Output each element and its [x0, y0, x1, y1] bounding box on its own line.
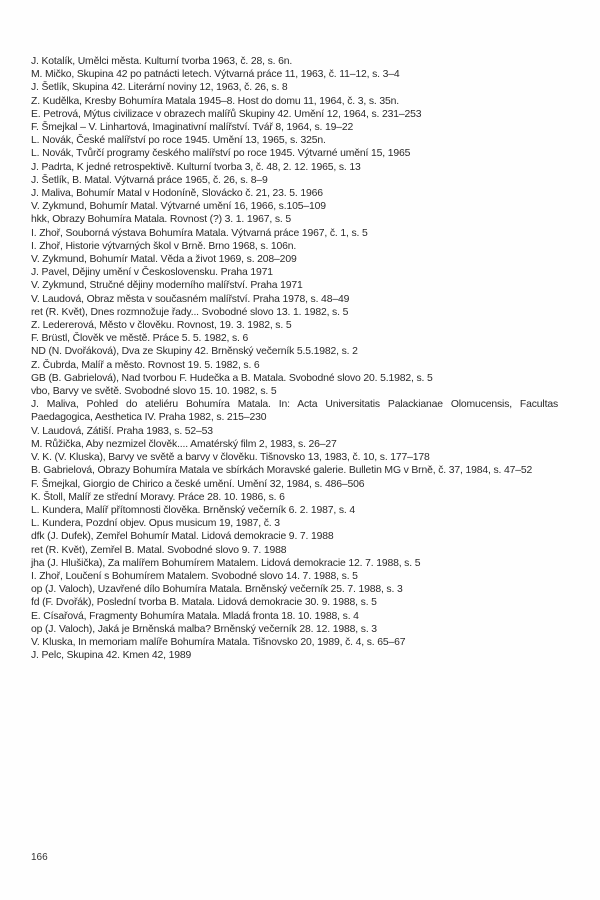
bibliography-entry: K. Štoll, Malíř ze střední Moravy. Práce 28. 10. 1986, s. 6	[31, 491, 285, 503]
bibliography-entry: vbo, Barvy ve světě. Svobodné slovo 15. 10. 1982, s. 5	[31, 386, 277, 398]
bibliography-entry: J. Padrta, K jedné retrospektivě. Kulturní tvorba 3, č. 48, 2. 12. 1965, s. 13	[31, 161, 361, 173]
bibliography-entry: F. Šmejkal, Giorgio de Chirico a české umění. Umění 32, 1984, s. 486–506	[31, 478, 365, 490]
bibliography-entry: hkk, Obrazy Bohumíra Matala. Rovnost (?) 3. 1. 1967, s. 5	[31, 214, 291, 226]
bibliography-entry: B. Gabrielová, Obrazy Bohumíra Matala ve sbírkách Moravské galerie. Bulletin MG v Brně, č. 37, 1984, s. 47–52	[31, 465, 533, 477]
bibliography-entry: jha (J. Hlušička), Za malířem Bohumírem Matalem. Lidová demokracie 12. 7. 1988, s. 5	[31, 557, 421, 569]
bibliography-list	[31, 55, 558, 662]
bibliography-entry: I. Zhoř, Historie výtvarných škol v Brně. Brno 1968, s. 106n.	[31, 240, 297, 252]
bibliography-entry: M. Mičko, Skupina 42 po patnácti letech. Výtvarná práce 11, 1963, č. 11–12, s. 3–4	[31, 69, 400, 81]
bibliography-entry: J. Kotalík, Umělci města. Kulturní tvorba 1963, č. 28, s. 6n.	[31, 56, 293, 67]
bibliography-entry: ret (R. Květ), Dnes rozmnožuje řady... Svobodné slovo 13. 1. 1982, s. 5	[31, 306, 349, 318]
bibliography-entry: Z. Čubrda, Malíř a město. Rovnost 19. 5. 1982, s. 6	[31, 359, 260, 371]
bibliography-entry: F. Šmejkal – V. Linhartová, Imaginativní malířství. Tvář 8, 1964, s. 19–22	[31, 122, 354, 134]
bibliography-entry: V. Zykmund, Stručné dějiny moderního malířství. Praha 1971	[31, 280, 303, 292]
bibliography-entry: dfk (J. Dufek), Zemřel Bohumír Matal. Lidová demokracie 9. 7. 1988	[31, 531, 334, 543]
bibliography-entry: F. Brüstl, Člověk ve městě. Práce 5. 5. 1982, s. 6	[31, 333, 249, 345]
bibliography-entry: J. Maliva, Bohumír Matal v Hodoníně, Slovácko č. 21, 23. 5. 1966	[31, 188, 323, 200]
bibliography-entry: J. Šetlík, Skupina 42. Literární noviny 12, 1963, č. 26, s. 8	[31, 82, 288, 94]
bibliography-entry: J. Šetlík, B. Matal. Výtvarná práce 1965, č. 26, s. 8–9	[31, 174, 268, 186]
bibliography-entry: V. Kluska, In memoriam malíře Bohumíra Matala. Tišnovsko 20, 1989, č. 4, s. 65–67	[31, 636, 406, 648]
bibliography-entry: L. Novák, České malířství po roce 1945. Umění 13, 1965, s. 325n.	[31, 135, 326, 147]
bibliography-entry: E. Císařová, Fragmenty Bohumíra Matala. Mladá fronta 18. 10. 1988, s. 4	[31, 610, 359, 622]
bibliography-entry: V. Zykmund, Bohumír Matal. Věda a život 1969, s. 208–209	[31, 254, 297, 266]
bibliography-entry: GB (B. Gabrielová), Nad tvorbou F. Hudečka a B. Matala. Svobodné slovo 20. 5.1982, s. 5	[31, 372, 433, 384]
bibliography-entry: op (J. Valoch), Uzavřené dílo Bohumíra Matala. Brněnský večerník 25. 7. 1988, s. 3	[31, 584, 403, 596]
bibliography-entry: Z. Ledererová, Město v člověku. Rovnost, 19. 3. 1982, s. 5	[31, 320, 292, 332]
bibliography-entry: L. Kundera, Malíř přítomnosti člověka. Brněnský večerník 6. 2. 1987, s. 4	[31, 504, 356, 516]
bibliography-entry: op (J. Valoch), Jaká je Brněnská malba? Brněnský večerník 28. 12. 1988, s. 3	[31, 623, 377, 635]
bibliography-entry: L. Kundera, Pozdní objev. Opus musicum 19, 1987, č. 3	[31, 518, 280, 530]
bibliography-entry: I. Zhoř, Souborná výstava Bohumíra Matala. Výtvarná práce 1967, č. 1, s. 5	[31, 227, 368, 239]
bibliography-entry: fd (F. Dvořák), Poslední tvorba B. Matala. Lidová demokracie 30. 9. 1988, s. 5	[31, 597, 377, 609]
bibliography-entry: ret (R. Květ), Zemřel B. Matal. Svobodné slovo 9. 7. 1988	[31, 544, 287, 556]
bibliography-entry: J. Pelc, Skupina 42. Kmen 42, 1989	[31, 650, 192, 662]
bibliography-entry: ND (N. Dvořáková), Dva ze Skupiny 42. Brněnský večerník 5.5.1982, s. 2	[31, 346, 358, 358]
bibliography-entry: M. Růžička, Aby nezmizel člověk.... Amatérský film 2, 1983, s. 26–27	[31, 438, 337, 450]
bibliography-entry: V. Laudová, Zátiší. Praha 1983, s. 52–53	[31, 425, 213, 437]
bibliography-entry: J. Pavel, Dějiny umění v Československu. Praha 1971	[31, 267, 273, 279]
bibliography-entry: L. Novák, Tvůrčí programy českého malířství po roce 1945. Výtvarné umění 15, 1965	[31, 148, 411, 160]
bibliography-entry: J. Maliva, Pohled do ateliéru Bohumíra Matala. In: Acta Universitatis Palackianae Olomucensis, Facultas Paedagogica, Aesthetica IV. Praha 1982, s. 215–230	[31, 399, 558, 424]
bibliography-entry: V. K. (V. Kluska), Barvy ve světě a barvy v člověku. Tišnovsko 13, 1983, č. 10, s. 177–178	[31, 452, 430, 464]
bibliography-entry: V. Laudová, Obraz města v současném malířství. Praha 1978, s. 48–49	[31, 293, 350, 305]
bibliography-entry: E. Petrová, Mýtus civilizace v obrazech malířů Skupiny 42. Umění 12, 1964, s. 231–253	[31, 108, 422, 120]
bibliography-entry: V. Zykmund, Bohumír Matal. Výtvarné umění 16, 1966, s.105–109	[31, 201, 326, 213]
page-number: 166	[31, 852, 48, 863]
bibliography-entry: Z. Kudělka, Kresby Bohumíra Matala 1945–8. Host do domu 11, 1964, č. 3, s. 35n.	[31, 95, 400, 107]
bibliography-entry: I. Zhoř, Loučení s Bohumírem Matalem. Svobodné slovo 14. 7. 1988, s. 5	[31, 570, 358, 582]
